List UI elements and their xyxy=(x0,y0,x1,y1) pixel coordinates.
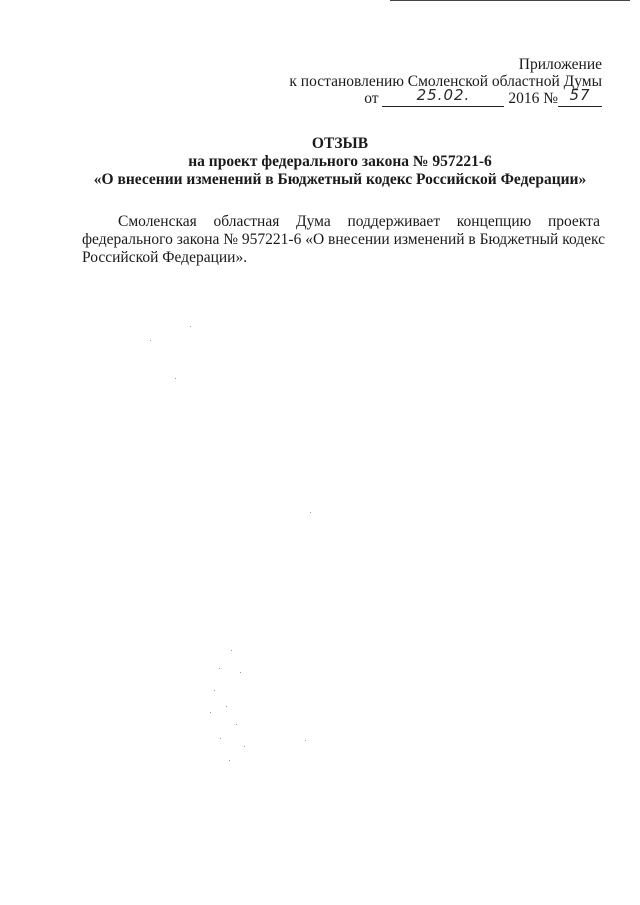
body-line-2: федерального закона № 957221-6 «О внесении изменений в Бюджетный кодекс xyxy=(82,231,606,248)
title-subtitle-2: «О внесении изменений в Бюджетный кодекс Российской Федерации» xyxy=(93,171,587,188)
word: областная xyxy=(213,213,280,230)
number-blank xyxy=(558,86,602,107)
body-line-1 xyxy=(82,213,600,231)
number-label: № xyxy=(543,90,558,107)
body-paragraph xyxy=(82,213,606,267)
year-text: 2016 xyxy=(508,90,540,107)
appendix-header xyxy=(272,56,602,107)
appendix-label: Приложение xyxy=(518,56,602,73)
word: Смоленская xyxy=(118,213,197,230)
word: поддерживает xyxy=(347,213,441,230)
word: проекта xyxy=(547,213,600,230)
from-label: от xyxy=(364,90,379,107)
word: концепцию xyxy=(456,213,532,230)
document-title xyxy=(40,135,640,189)
word: Дума xyxy=(296,213,331,230)
handwritten-number: 57 xyxy=(569,86,591,104)
appendix-resolution-line: к постановлению Смоленской областной Думы xyxy=(289,73,602,90)
handwritten-date: 25.02. xyxy=(416,86,471,104)
scan-edge-line xyxy=(390,0,630,1)
date-blank xyxy=(382,86,504,107)
body-line-3: Российской Федерации». xyxy=(82,249,248,266)
title-subtitle-1: на проект федерального закона № 957221-6 xyxy=(188,153,492,170)
title-heading: ОТЗЫВ xyxy=(311,135,369,152)
appendix-date-line xyxy=(272,86,602,107)
